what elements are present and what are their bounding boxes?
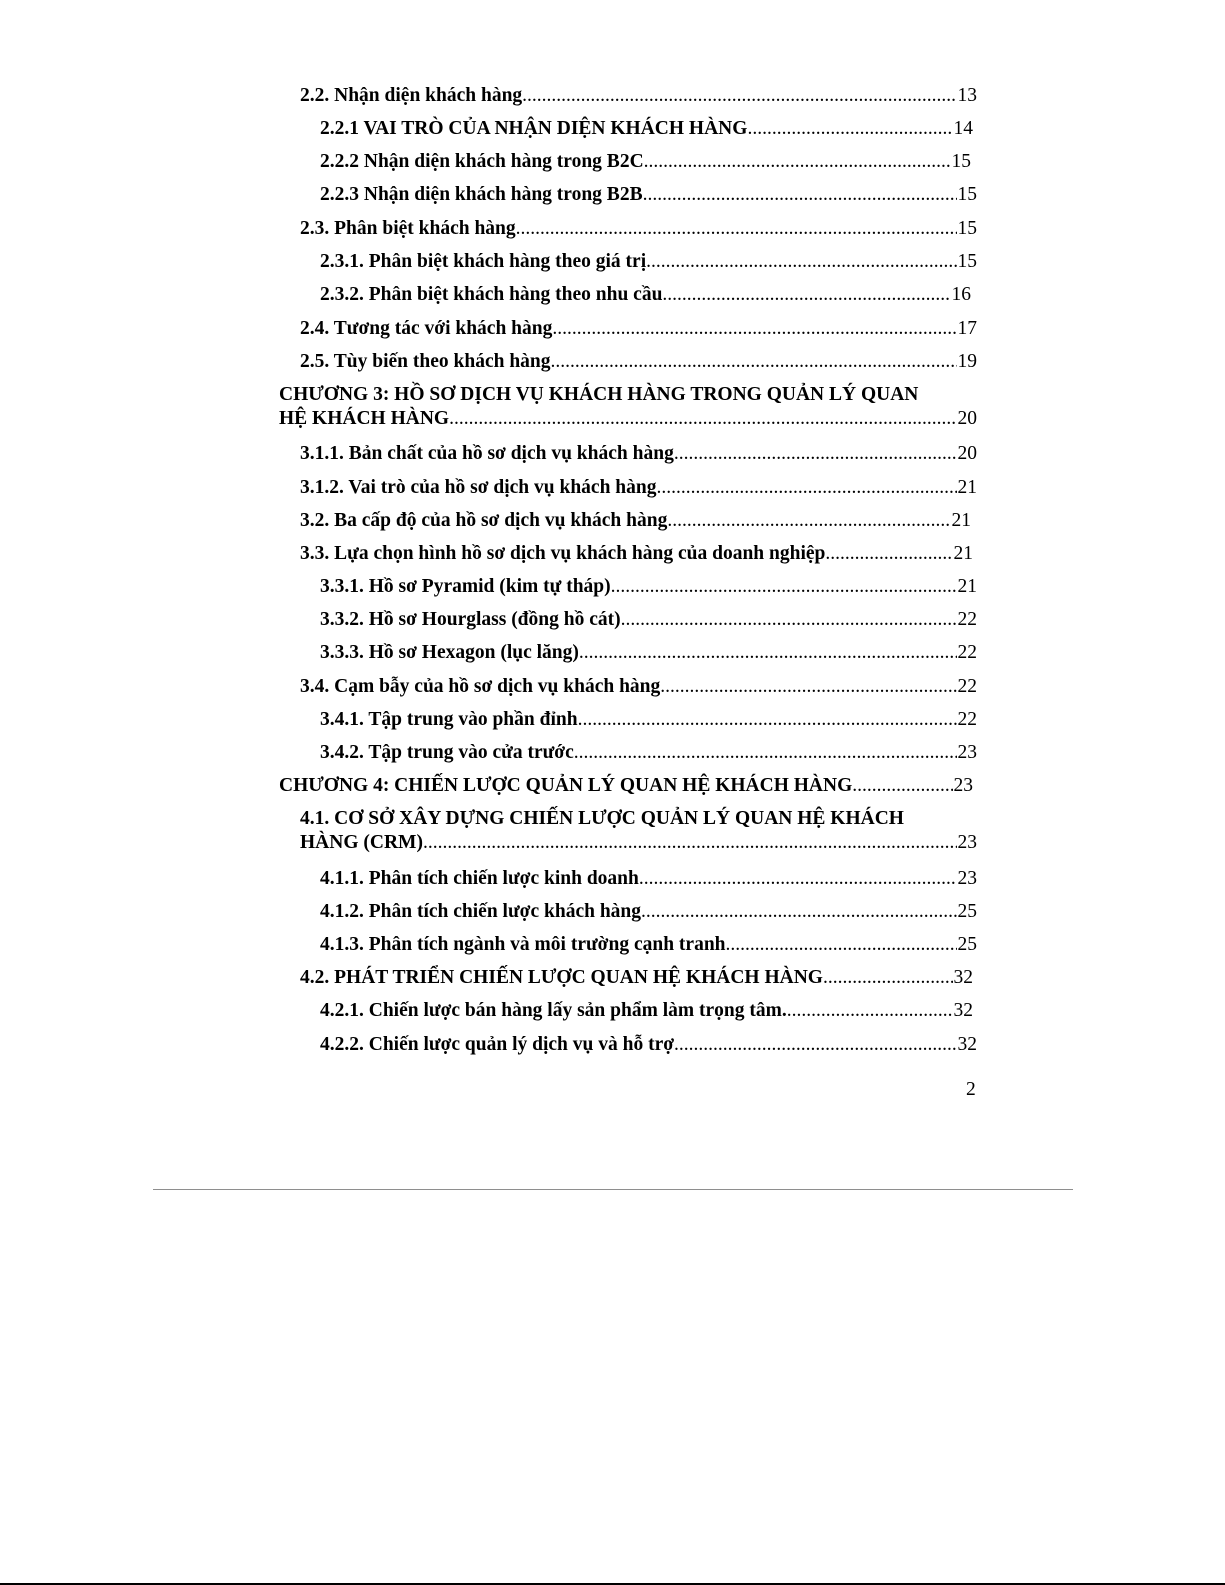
toc-entry-title-line2: HÀNG (CRM) [300, 832, 423, 853]
toc-dot-leader [747, 117, 952, 141]
toc-dot-leader [449, 407, 956, 431]
toc-entry-title: 2.2.1 VAI TRÒ CỦA NHẬN DIỆN KHÁCH HÀNG [320, 118, 748, 139]
toc-entry-title: 4.1.2. Phân tích chiến lược khách hàng [320, 901, 642, 922]
toc-dot-leader [643, 183, 957, 207]
toc-dot-leader [660, 675, 956, 699]
toc-entry[interactable] [320, 183, 977, 207]
toc-entry-title: 4.1.1. Phân tích chiến lược kinh doanh [320, 868, 639, 889]
toc-entry[interactable] [320, 741, 977, 765]
toc-entry-title: CHƯƠNG 4: CHIẾN LƯỢC QUẢN LÝ QUAN HỆ KHÁCH HÀNG [279, 775, 853, 796]
toc-entry-page: 17 [957, 318, 977, 339]
toc-entry[interactable] [300, 807, 977, 855]
toc-entry-page: 19 [957, 351, 977, 372]
toc-entry[interactable] [320, 933, 977, 957]
toc-dot-leader [787, 999, 953, 1023]
toc-entry-title: 4.2. PHÁT TRIỂN CHIẾN LƯỢC QUAN HỆ KHÁCH HÀNG [300, 967, 823, 988]
toc-entry-title: 3.3.2. Hồ sơ Hourglass (đồng hồ cát) [320, 609, 621, 630]
toc-entry-title: 3.4.1. Tập trung vào phần đỉnh [320, 709, 578, 730]
toc-entry[interactable] [300, 675, 977, 699]
toc-entry-page: 21 [953, 543, 973, 564]
toc-entry-page: 23 [953, 775, 973, 796]
toc-entry-title-line2: HỆ KHÁCH HÀNG [279, 408, 450, 429]
toc-dot-leader [579, 641, 957, 665]
toc-dot-leader [674, 442, 957, 466]
toc-entry[interactable] [320, 608, 977, 632]
toc-entry-page: 15 [957, 184, 977, 205]
toc-entry[interactable] [300, 84, 977, 108]
toc-entry-title: 2.4. Tương tác với khách hàng [300, 318, 553, 339]
toc-entry-title: 3.4.2. Tập trung vào cửa trước [320, 742, 574, 763]
toc-entry-title: 4.1.3. Phân tích ngành và môi trường cạnh tranh [320, 934, 726, 955]
toc-entry[interactable] [300, 509, 971, 533]
toc-dot-leader [656, 476, 956, 500]
toc-entry-title: 2.2.3 Nhận diện khách hàng trong B2B [320, 184, 643, 205]
toc-entry[interactable] [320, 575, 977, 599]
toc-entry-title: 3.1.2. Vai trò của hồ sơ dịch vụ khách hàng [300, 477, 657, 498]
toc-entry-page: 13 [957, 85, 977, 106]
toc-entry-page: 15 [951, 151, 971, 172]
toc-dot-leader [522, 84, 956, 108]
toc-entry-page: 32 [953, 967, 973, 988]
toc-entry-page: 22 [957, 609, 977, 630]
toc-dot-leader [641, 900, 956, 924]
toc-entry-title: 2.2. Nhận diện khách hàng [300, 85, 523, 106]
toc-entry-title: 2.5. Tùy biến theo khách hàng [300, 351, 551, 372]
toc-entry-page: 15 [957, 218, 977, 239]
toc-dot-leader [667, 509, 950, 533]
toc-entry-title: 3.4. Cạm bẫy của hồ sơ dịch vụ khách hàng [300, 676, 661, 697]
toc-entry-title-line1: CHƯƠNG 3: HỒ SƠ DỊCH VỤ KHÁCH HÀNG TRONG QUẢN LÝ QUAN [279, 384, 919, 405]
toc-entry[interactable] [320, 867, 977, 891]
toc-entry[interactable] [300, 317, 977, 341]
toc-dot-leader [621, 608, 957, 632]
toc-entry[interactable] [320, 900, 977, 924]
toc-entry-page: 21 [951, 510, 971, 531]
toc-entry[interactable] [320, 1033, 977, 1057]
toc-dot-leader [674, 1033, 956, 1057]
toc-entry-page: 20 [957, 408, 977, 429]
toc-entry-title: 3.2. Ba cấp độ của hồ sơ dịch vụ khách hàng [300, 510, 668, 531]
toc-dot-leader [852, 774, 952, 798]
toc-dot-leader [646, 250, 956, 274]
toc-entry-page: 16 [951, 284, 971, 305]
toc-entry-page: 21 [957, 576, 977, 597]
toc-dot-leader [662, 283, 950, 307]
toc-dot-leader [825, 542, 952, 566]
toc-entry-title: 3.3.1. Hồ sơ Pyramid (kim tự tháp) [320, 576, 611, 597]
toc-entry-page: 14 [953, 118, 973, 139]
toc-dot-leader [823, 966, 953, 990]
toc-entry-page: 23 [957, 832, 977, 853]
toc-entry[interactable] [300, 966, 973, 990]
toc-entry[interactable] [320, 250, 977, 274]
toc-entry-title: 3.3. Lựa chọn hình hồ sơ dịch vụ khách hàng của doanh nghiệp [300, 543, 826, 564]
toc-entry[interactable] [320, 150, 971, 174]
toc-entry[interactable] [320, 283, 971, 307]
toc-entry[interactable] [279, 774, 973, 798]
toc-entry-title: 3.3.3. Hồ sơ Hexagon (lục lăng) [320, 642, 579, 663]
toc-entry[interactable] [279, 383, 977, 431]
toc-entry-title: 2.3.1. Phân biệt khách hàng theo giá trị [320, 251, 647, 272]
toc-entry-page: 22 [957, 709, 977, 730]
toc-dot-leader [516, 217, 957, 241]
toc-entry[interactable] [320, 641, 977, 665]
toc-dot-leader [639, 867, 957, 891]
toc-entry[interactable] [320, 999, 973, 1023]
toc-entry[interactable] [300, 442, 977, 466]
toc-entry[interactable] [300, 542, 973, 566]
toc-entry-page: 25 [957, 934, 977, 955]
toc-entry-title-line1: 4.1. CƠ SỞ XÂY DỰNG CHIẾN LƯỢC QUẢN LÝ QUAN HỆ KHÁCH [300, 808, 904, 829]
toc-entry-page: 21 [957, 477, 977, 498]
toc-entry-page: 22 [957, 676, 977, 697]
toc-entry[interactable] [300, 476, 977, 500]
toc-entry-page: 15 [957, 251, 977, 272]
toc-entry-page: 22 [957, 642, 977, 663]
toc-dot-leader [611, 575, 957, 599]
toc-entry[interactable] [300, 350, 977, 374]
toc-entry-title: 3.1.1. Bản chất của hồ sơ dịch vụ khách hàng [300, 443, 674, 464]
toc-dot-leader [726, 933, 957, 957]
toc-entry[interactable] [300, 217, 977, 241]
page-number: 2 [966, 1079, 976, 1100]
toc-entry[interactable] [320, 708, 977, 732]
toc-dot-leader [423, 831, 957, 855]
toc-entry-page: 25 [957, 901, 977, 922]
toc-entry-title: 4.2.1. Chiến lược bán hàng lấy sản phẩm làm trọng tâm. [320, 1000, 787, 1021]
toc-dot-leader [578, 708, 957, 732]
toc-dot-leader [552, 317, 956, 341]
toc-entry-title: 2.3. Phân biệt khách hàng [300, 218, 516, 239]
toc-dot-leader [644, 150, 951, 174]
toc-entry[interactable] [320, 117, 973, 141]
toc-entry-page: 32 [953, 1000, 973, 1021]
toc-entry-title: 2.2.2 Nhận diện khách hàng trong B2C [320, 151, 644, 172]
toc-dot-leader [551, 350, 957, 374]
toc-entry-page: 20 [957, 443, 977, 464]
toc-dot-leader [574, 741, 957, 765]
toc-entry-title: 4.2.2. Chiến lược quản lý dịch vụ và hỗ trợ [320, 1034, 675, 1055]
toc-entry-page: 32 [957, 1034, 977, 1055]
toc-entry-page: 23 [957, 742, 977, 763]
page-break-divider [153, 1189, 1073, 1190]
toc-entry-page: 23 [957, 868, 977, 889]
toc-entry-title: 2.3.2. Phân biệt khách hàng theo nhu cầu [320, 284, 663, 305]
